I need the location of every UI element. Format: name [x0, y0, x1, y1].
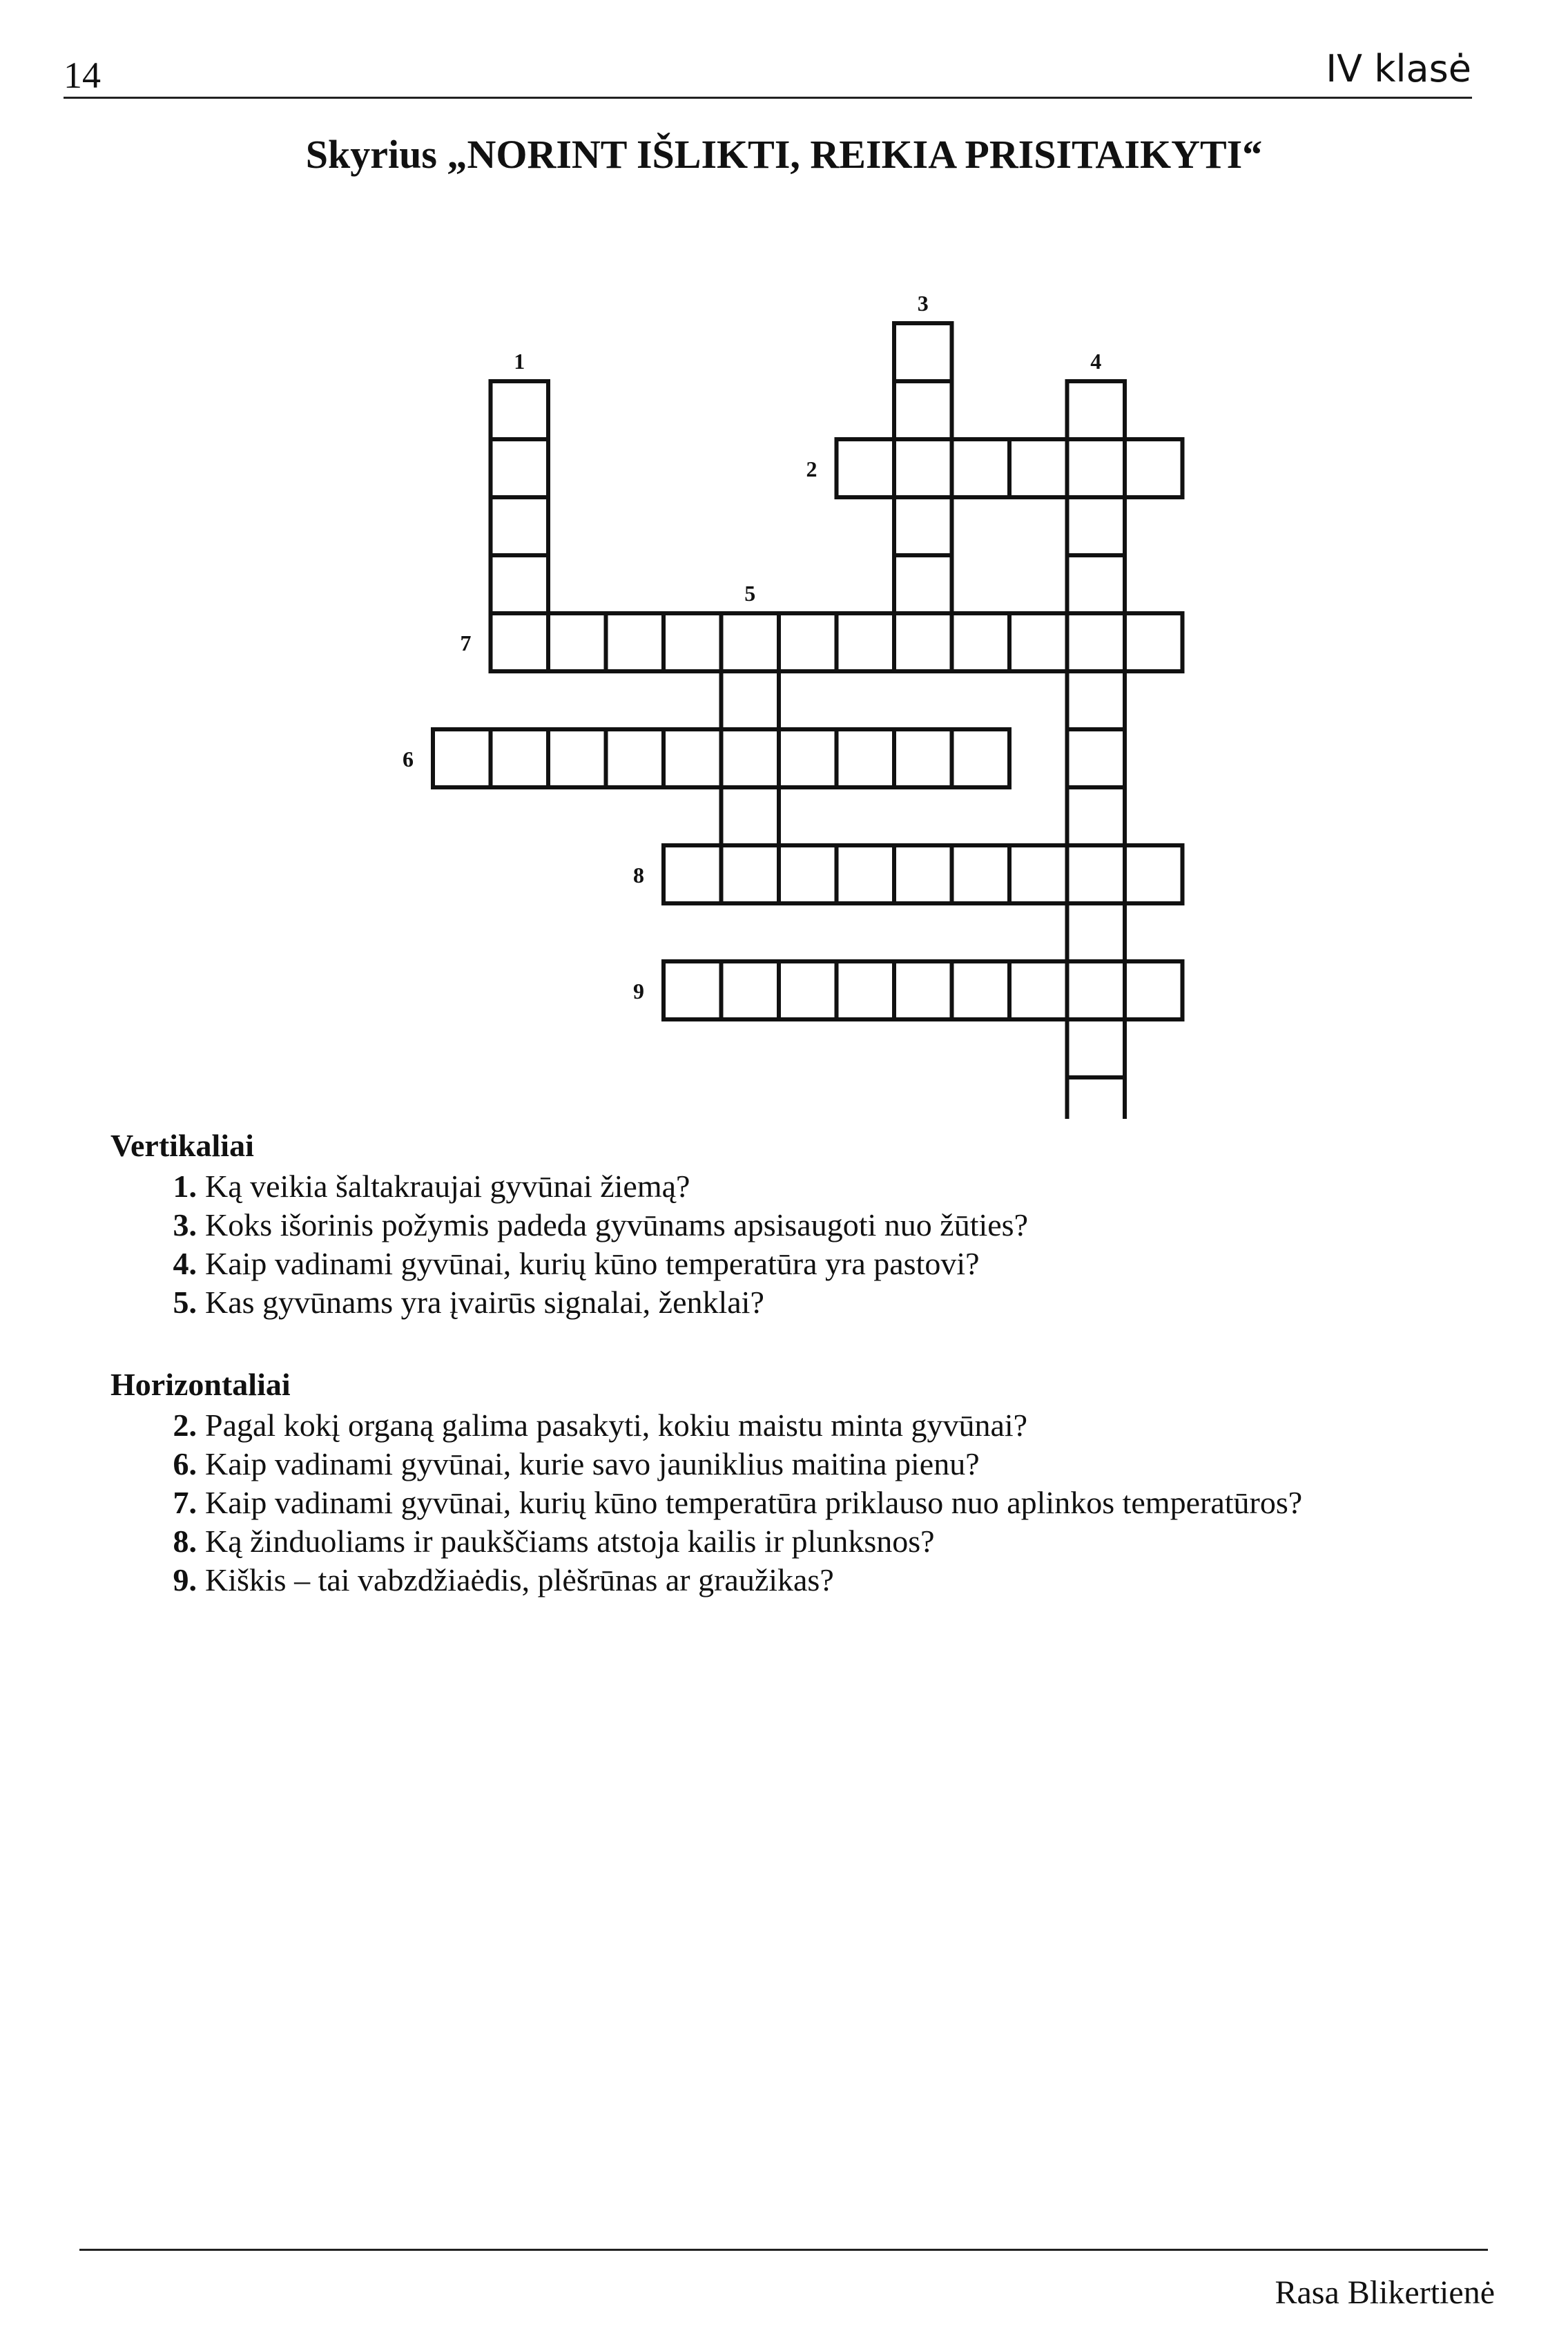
- clue-text: Pagal kokį organą galima pasakyti, kokiu maistu minta gyvūnai?: [205, 1408, 1028, 1443]
- crossword-cell[interactable]: [664, 613, 722, 671]
- crossword-cell[interactable]: [1067, 671, 1125, 729]
- crossword-cell[interactable]: [894, 729, 952, 787]
- clue-text: Kiškis – tai vabzdžiaėdis, plėšrūnas ar graužikas?: [205, 1562, 834, 1597]
- crossword-cell[interactable]: [894, 439, 952, 497]
- crossword-cell[interactable]: [894, 381, 952, 439]
- crossword-cell[interactable]: [952, 613, 1010, 671]
- crossword-cell[interactable]: [837, 613, 895, 671]
- crossword-cell[interactable]: [1125, 613, 1183, 671]
- clue-item: [159, 1245, 1471, 1283]
- crossword-cell[interactable]: [952, 729, 1010, 787]
- clue-text: Ką žinduoliams ir paukščiams atstoja kailis ir plunksnos?: [205, 1524, 935, 1559]
- crossword-cell[interactable]: [1009, 613, 1067, 671]
- clue-number-label: 7: [460, 631, 472, 655]
- crossword-cell[interactable]: [664, 845, 722, 903]
- clue-item: [159, 1561, 1471, 1600]
- clue-text: Ką veikia šaltakraujai gyvūnai žiemą?: [205, 1169, 690, 1204]
- crossword-cell[interactable]: [606, 729, 664, 787]
- section-title: Skyrius „NORINT IŠLIKTI, REIKIA PRISITAIKYTI“: [305, 132, 1263, 177]
- clue-text: Kas gyvūnams yra įvairūs signalai, ženklai?: [205, 1285, 764, 1320]
- crossword-cell[interactable]: [1067, 903, 1125, 961]
- clue-number: 6.: [173, 1446, 197, 1481]
- crossword-cell[interactable]: [722, 787, 780, 845]
- clue-item: [159, 1445, 1471, 1484]
- clue-number: 1.: [173, 1169, 197, 1204]
- clue-text: Koks išorinis požymis padeda gyvūnams apsisaugoti nuo žūties?: [205, 1207, 1029, 1242]
- clue-number-label: 9: [633, 979, 644, 1004]
- crossword-cell[interactable]: [1067, 381, 1125, 439]
- clue-number-label: 5: [744, 581, 756, 606]
- crossword-cell[interactable]: [1067, 555, 1125, 613]
- crossword-cell[interactable]: [894, 323, 952, 381]
- crossword-cell[interactable]: [664, 729, 722, 787]
- clue-item: [159, 1283, 1471, 1322]
- crossword-cell[interactable]: [491, 439, 549, 497]
- clue-text: Kaip vadinami gyvūnai, kurių kūno temperatūra yra pastovi?: [205, 1246, 980, 1281]
- clue-item: [159, 1206, 1471, 1245]
- clue-number-label: 2: [806, 457, 817, 481]
- crossword-cell[interactable]: [606, 613, 664, 671]
- crossword-grid: [0, 0, 1568, 1119]
- crossword-cell[interactable]: [433, 729, 491, 787]
- crossword-cell[interactable]: [1009, 439, 1067, 497]
- crossword-cell[interactable]: [664, 961, 722, 1019]
- crossword-cell[interactable]: [1067, 1019, 1125, 1077]
- horizontal-clues-heading: Horizontaliai: [110, 1367, 291, 1402]
- crossword-cell[interactable]: [1009, 845, 1067, 903]
- crossword-cell[interactable]: [1067, 787, 1125, 845]
- footer-rule: [79, 2249, 1488, 2251]
- clue-number-label: 4: [1090, 349, 1102, 374]
- crossword-cell[interactable]: [779, 613, 837, 671]
- clue-number-label: 1: [514, 349, 525, 374]
- clue-number: 7.: [173, 1485, 197, 1520]
- crossword-cell[interactable]: [894, 613, 952, 671]
- page-number: 14: [64, 55, 101, 96]
- clue-number: 5.: [173, 1285, 197, 1320]
- crossword-cell[interactable]: [1067, 439, 1125, 497]
- crossword-cell[interactable]: [779, 729, 837, 787]
- vertical-clues-list: [159, 1167, 1471, 1322]
- crossword-cell[interactable]: [722, 671, 780, 729]
- crossword-cell[interactable]: [952, 845, 1010, 903]
- crossword-cell[interactable]: [1067, 497, 1125, 555]
- clue-number-label: 3: [917, 291, 929, 316]
- grade-label: IV klasė: [1326, 47, 1471, 90]
- clue-number: 8.: [173, 1524, 197, 1559]
- crossword-cell[interactable]: [722, 613, 780, 671]
- crossword-cell[interactable]: [722, 729, 780, 787]
- clue-text: Kaip vadinami gyvūnai, kurie savo jauniklius maitina pienu?: [205, 1446, 980, 1481]
- crossword-cell[interactable]: [1067, 729, 1125, 787]
- clue-item: [159, 1406, 1471, 1445]
- crossword-cell[interactable]: [1009, 961, 1067, 1019]
- crossword-cell[interactable]: [952, 439, 1010, 497]
- crossword-cell[interactable]: [1125, 845, 1183, 903]
- crossword-cell[interactable]: [894, 845, 952, 903]
- vertical-clues-heading: Vertikaliai: [110, 1128, 254, 1163]
- clue-item: [159, 1167, 1471, 1206]
- crossword-cell[interactable]: [894, 961, 952, 1019]
- horizontal-clues-list: [159, 1406, 1471, 1600]
- crossword-cell[interactable]: [1067, 845, 1125, 903]
- crossword-cell[interactable]: [548, 613, 606, 671]
- crossword-cell[interactable]: [491, 729, 549, 787]
- clue-number: 9.: [173, 1562, 197, 1597]
- crossword-cell[interactable]: [779, 845, 837, 903]
- crossword-cell[interactable]: [894, 555, 952, 613]
- crossword-cell[interactable]: [1067, 961, 1125, 1019]
- crossword-cell[interactable]: [837, 439, 895, 497]
- clue-number: 3.: [173, 1207, 197, 1242]
- clue-number: 2.: [173, 1408, 197, 1443]
- crossword-cell[interactable]: [1125, 439, 1183, 497]
- crossword-cell[interactable]: [1125, 961, 1183, 1019]
- clue-number-label: 6: [403, 747, 414, 771]
- author-name: Rasa Blikertienė: [1275, 2274, 1495, 2311]
- crossword-cell[interactable]: [491, 613, 549, 671]
- crossword-cell[interactable]: [1067, 613, 1125, 671]
- crossword-cell[interactable]: [837, 961, 895, 1019]
- crossword-cell[interactable]: [722, 845, 780, 903]
- clue-item: [159, 1484, 1471, 1522]
- crossword-cell[interactable]: [1067, 1077, 1125, 1119]
- crossword-cell[interactable]: [722, 961, 780, 1019]
- clue-number-label: 8: [633, 863, 644, 887]
- crossword-cell[interactable]: [837, 845, 895, 903]
- crossword-cell[interactable]: [894, 497, 952, 555]
- crossword-cell[interactable]: [837, 729, 895, 787]
- crossword-cell[interactable]: [491, 381, 549, 439]
- clue-text: Kaip vadinami gyvūnai, kurių kūno temperatūra priklauso nuo aplinkos temperatūros?: [205, 1485, 1303, 1520]
- crossword-cell[interactable]: [491, 555, 549, 613]
- crossword-cell[interactable]: [548, 729, 606, 787]
- crossword-cell[interactable]: [491, 497, 549, 555]
- crossword-cell[interactable]: [952, 961, 1010, 1019]
- clue-item: [159, 1522, 1471, 1561]
- crossword-cell[interactable]: [779, 961, 837, 1019]
- clue-number: 4.: [173, 1246, 197, 1281]
